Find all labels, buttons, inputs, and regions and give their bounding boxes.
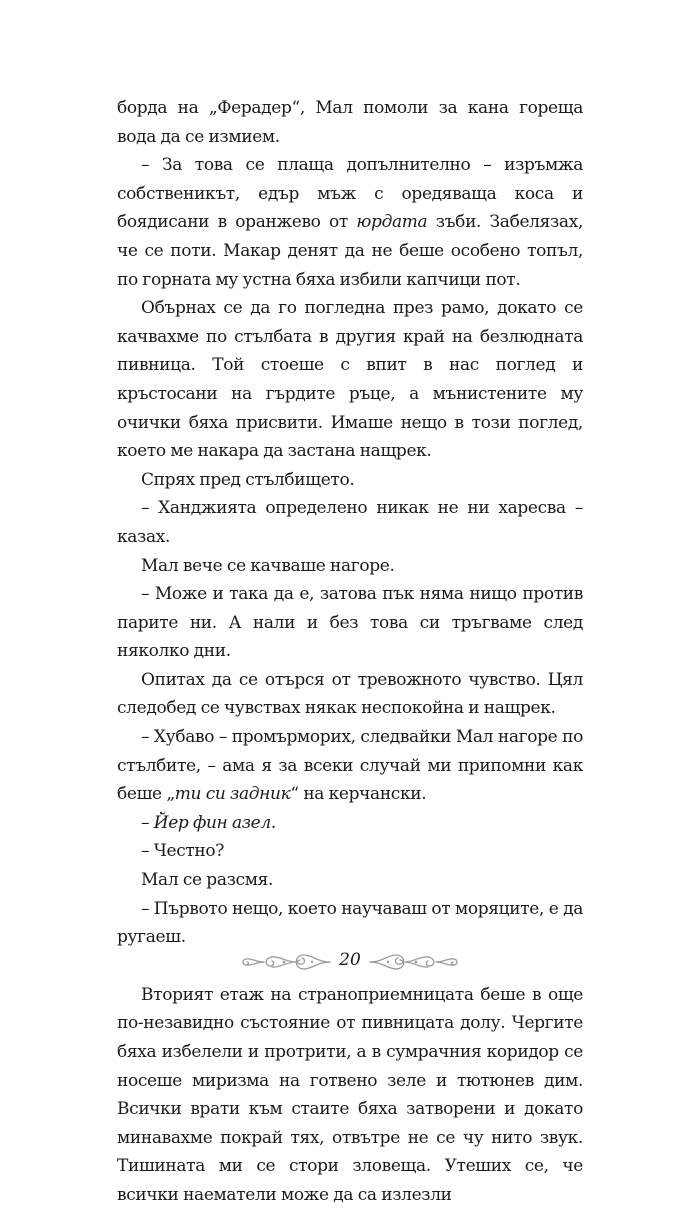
paragraph-10 xyxy=(117,809,583,838)
paragraph-text: “ на керчански. xyxy=(290,784,427,805)
paragraph-text: борда на „Ферадер“, Мал помоли за кана гореща вода да се измием. xyxy=(117,98,583,147)
paragraph-text: – xyxy=(141,812,154,833)
flourish-right-icon xyxy=(368,949,460,975)
paragraph-1 xyxy=(117,94,583,151)
paragraph-9 xyxy=(117,723,583,809)
paragraph-text: Мал се разсмя. xyxy=(141,870,273,891)
paragraph-text: зъби. Забелязах, че се поти. Макар денят да не беше особено топъл, по горната му устна бяха избили капчици пот. xyxy=(117,212,583,290)
paragraph-text: – За това се плаща допълнително – изръмжа собственикът, едър мъж с оредяваща коса и боядисани в оранжево от xyxy=(117,155,583,233)
page-number: 20 xyxy=(339,950,361,970)
page-footer xyxy=(0,945,700,985)
paragraph-3 xyxy=(117,294,583,466)
paragraph-text: – Честно? xyxy=(141,841,225,862)
paragraph-text: – Ханджията определено никак не ни харесва – казах. xyxy=(117,498,583,547)
italic-phrase: ти си задник xyxy=(174,784,291,805)
paragraph-11 xyxy=(117,837,583,866)
paragraph-14 xyxy=(117,981,583,1210)
paragraph-4 xyxy=(117,466,583,495)
paragraph-text: Обърнах се да го погледна през рамо, докато се качвахме по стълбата в другия край на безлюдната пивница. Той стоеше с впит в нас поглед и кръстосани на гърдите ръце, а мънистените му очички бяха присвити. Имаше нещо в този поглед, което ме накара да застана нащрек. xyxy=(117,298,583,462)
flourish-left-icon xyxy=(240,949,332,975)
paragraph-text: Мал вече се качваше нагоре. xyxy=(141,555,395,576)
paragraph-12 xyxy=(117,866,583,895)
italic-phrase: Йер фин азел. xyxy=(153,812,276,833)
paragraph-text: Опитах да се отърся от тревожното чувство. Цял следобед се чувствах някак неспокойна и нащрек. xyxy=(117,669,583,719)
paragraph-7 xyxy=(117,580,583,666)
paragraph-text: Вторият етаж на страноприемницата беше в още по-незавидно състояние от пивницата долу. Чергите бяха избелели и протрити, а в сумрачния коридор се носеше миризма на готвено зеле и тютюнев дим. Всички врати към стаите бяха затворени и докато минавахме покрай тях, отвътре не се чу нито звук. Тишината ми се стори зловеща. Утеших се, че всички наематели може да са излезли xyxy=(117,984,583,1205)
paragraph-6 xyxy=(117,552,583,581)
paragraph-2 xyxy=(117,151,583,294)
paragraph-text: – Първото нещо, което научаваш от моряците, е да ругаеш. xyxy=(117,898,583,948)
italic-word: юрдата xyxy=(356,212,428,233)
paragraph-text: Спрях пред стълбището. xyxy=(141,469,355,490)
paragraph-text: – Може и така да е, затова пък няма нищо против парите ни. А нали и без това си тръгваме след няколко дни. xyxy=(117,584,583,662)
paragraph-8 xyxy=(117,666,583,723)
paragraph-13 xyxy=(117,895,583,952)
paragraph-5 xyxy=(117,494,583,551)
body-text xyxy=(117,94,583,1210)
paragraph-text: – Хубаво – промърморих, следвайки Мал нагоре по стълбите, – ама я за всеки случай ми припомни как беше „ xyxy=(117,727,583,805)
